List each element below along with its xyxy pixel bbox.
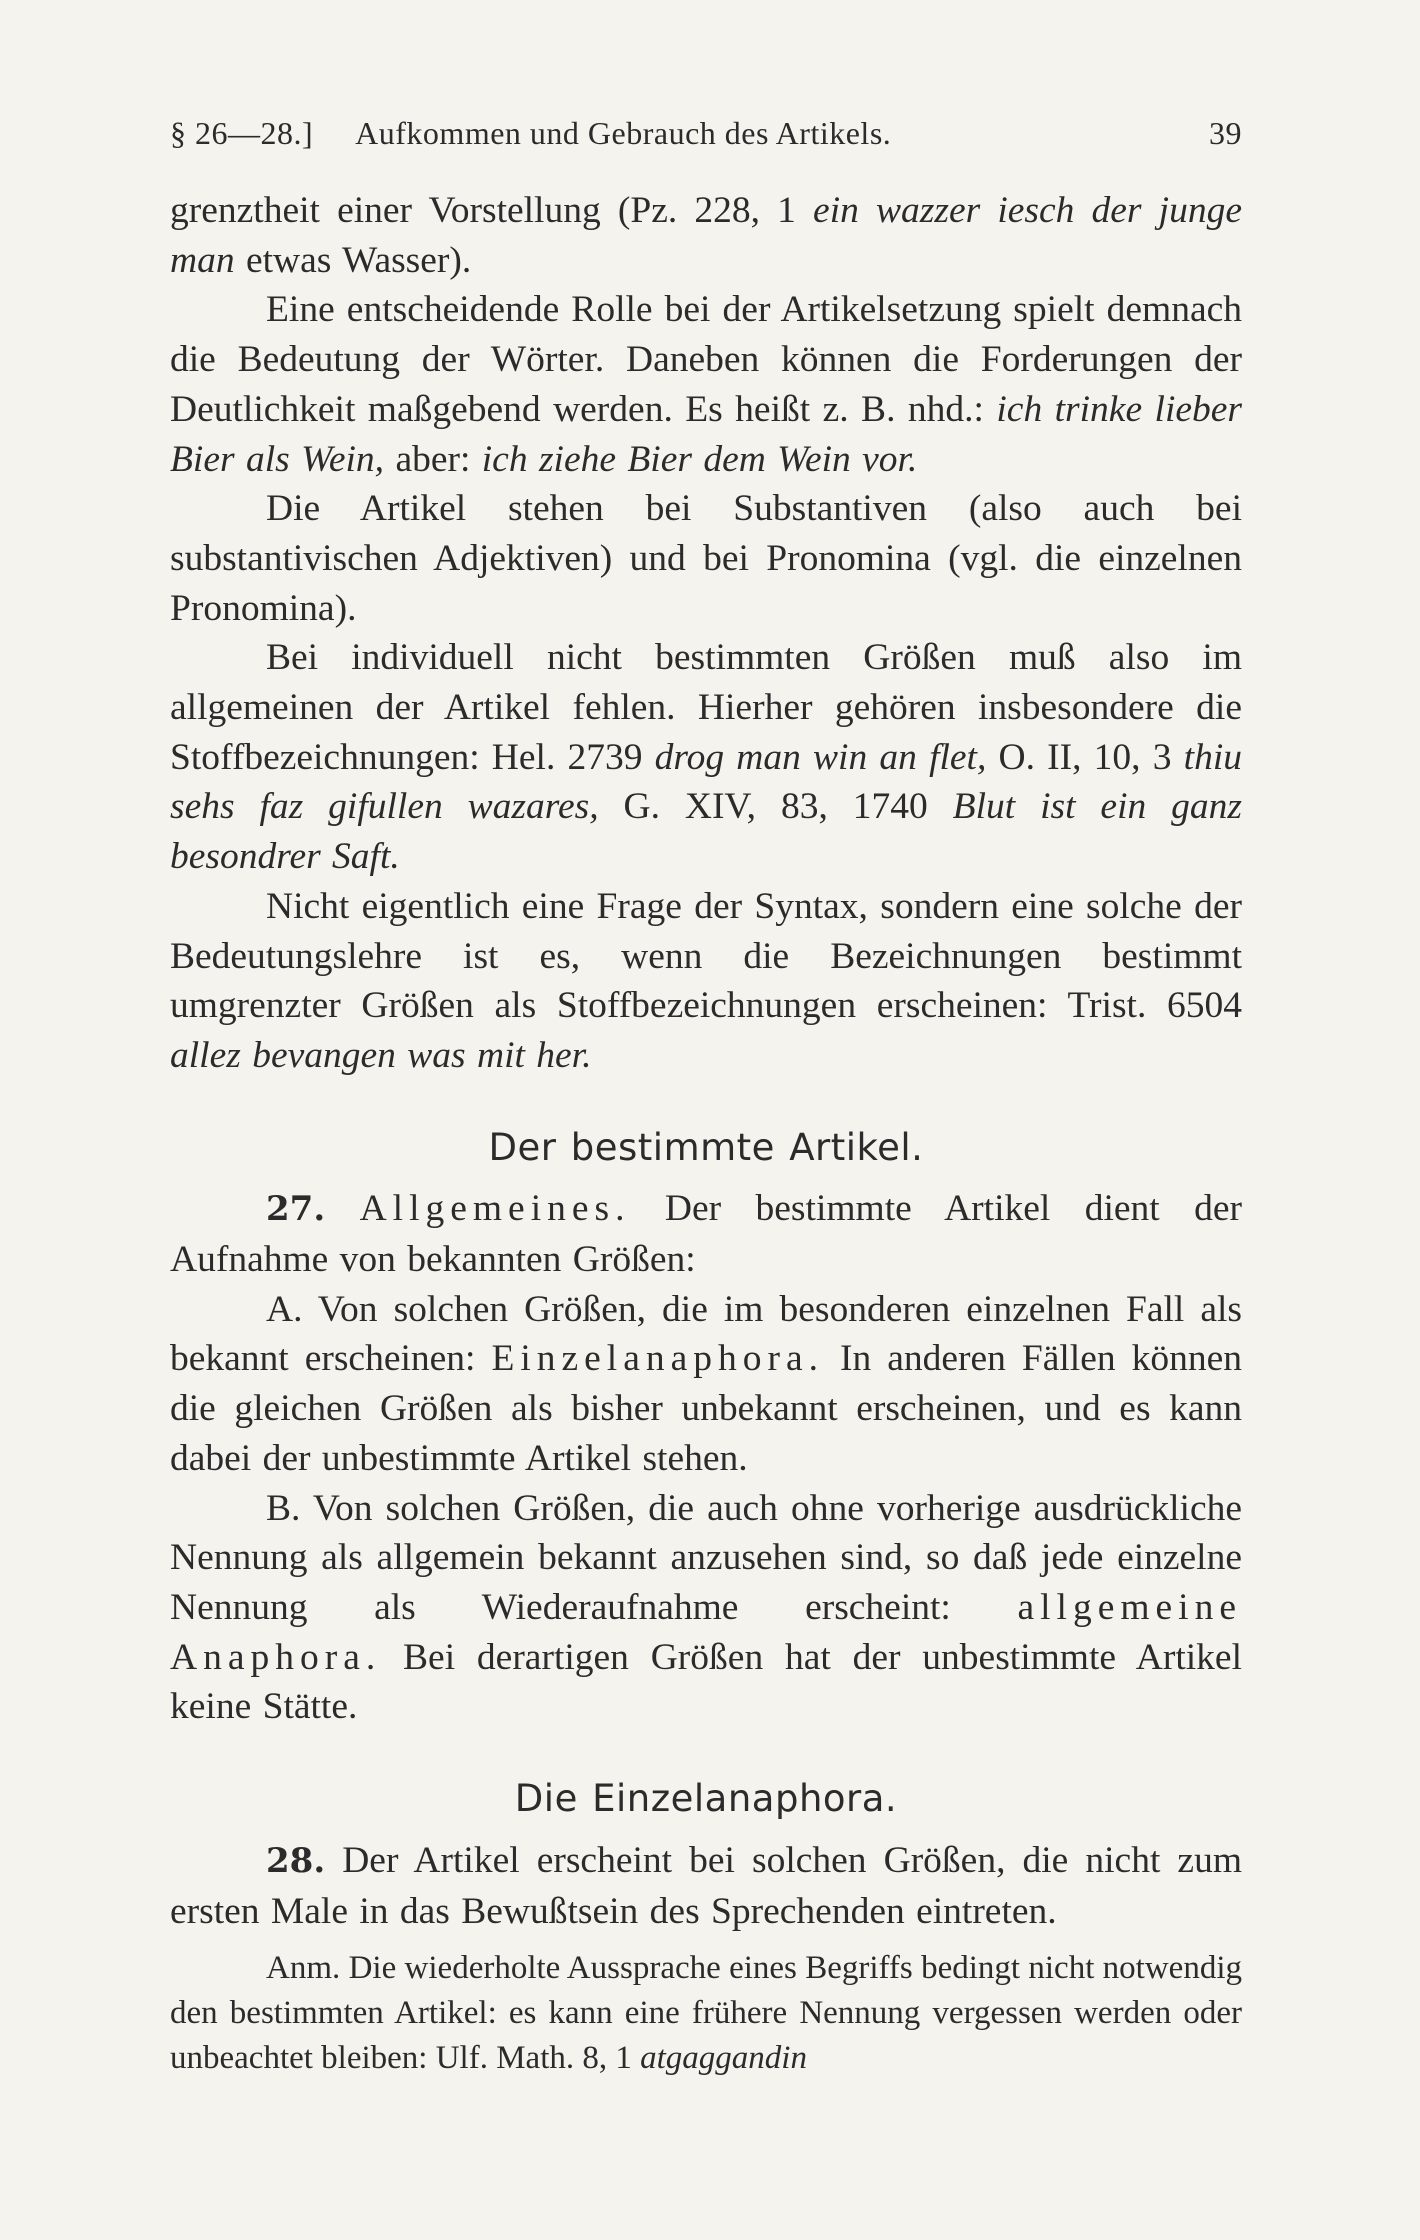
text-run: G. XIV, 83, 1740 xyxy=(598,786,953,828)
example-quote: allez bevangen was mit her. xyxy=(170,1034,592,1076)
section-number: 28. xyxy=(266,1840,326,1881)
text-run: Bei derartigen Größen hat der unbestimmte Artikel keine Stätte. xyxy=(170,1636,1242,1728)
section-heading: Die Einzelanaphora. xyxy=(514,1777,898,1821)
text-run: Eine entscheidende Rolle bei der Artikelsetzung spielt demnach die Bedeutung der Wörter. Daneben können die Forderungen der Deutlichkeit maßgebend werden. Es heißt z. B. nhd.: xyxy=(170,289,1242,430)
paragraph xyxy=(170,1484,1242,1733)
text-run: grenztheit einer Vorstellung (Pz. 228, 1 xyxy=(170,190,814,231)
paragraph-continued xyxy=(170,186,1242,285)
section-number: 27. xyxy=(266,1189,326,1230)
chapter-title: Aufkommen und Gebrauch des Artikels. xyxy=(355,115,892,151)
text-run: Der bestimmte Artikel dient der Aufnahme von bekannten Größen: xyxy=(170,1188,1243,1281)
page-content xyxy=(170,115,1242,2081)
text-run: Der Artikel erscheint bei solchen Größen, die nicht zum ersten Male in das Bewußtsein des Sprechenden eintreten. xyxy=(170,1839,1242,1932)
paragraph xyxy=(170,285,1242,484)
example-quote: ich ziehe Bier dem Wein vor. xyxy=(481,438,918,480)
text-run: O. II, 10, 3 xyxy=(986,736,1184,778)
running-head-left xyxy=(170,115,891,152)
text-run: In anderen Fällen können die gleichen Größen als bisher unbekannt erscheinen, und es kann dabei der unbestimmte Artikel stehen. xyxy=(170,1338,1242,1479)
section-heading: Der bestimmte Artikel. xyxy=(488,1125,924,1169)
text-run: Anm. Die wiederholte Aussprache eines Begriffs bedingt nicht notwendig den bestimmten Artikel: es kann eine frühere Nennung vergessen werden oder unbeachtet bleiben: Ulf. Math. 8, 1 xyxy=(170,1950,1242,2077)
text-run: Nicht eigentlich eine Frage der Syntax, sondern eine solche der Bedeutungslehre ist es, wenn die Bezeichnungen bestimmt umgrenzter Größen als Stoffbezeichnungen erscheinen: Trist. 6504 xyxy=(170,885,1242,1027)
example-quote: Blut ist ein ganz besondrer Saft. xyxy=(170,786,1242,878)
text-run: aber: xyxy=(384,438,482,480)
text-run: B. Von solchen Größen, die auch ohne vorherige ausdrückliche Nennung als allgemein bekannt anzusehen sind, so daß jede einzelne Nennung als Wiederaufnahme erscheint: xyxy=(170,1487,1242,1628)
text-run: Bei individuell nicht bestimmten Größen muß also im allgemeinen der Artikel fehlen. Hierher gehören insbesondere die Stoffbezeichnungen: Hel. 2739 xyxy=(170,637,1242,778)
spaced-term: Einzelanaphora. xyxy=(491,1338,825,1380)
running-head xyxy=(170,115,1242,152)
text-run: A. Von solchen Größen, die im besonderen einzelnen Fall als bekannt erscheinen: xyxy=(170,1288,1242,1380)
example-quote: ein wazzer iesch der junge man xyxy=(170,190,1242,281)
page-number: 39 xyxy=(1209,115,1242,151)
spaced-term: allgemeine Anaphora. xyxy=(170,1586,1242,1678)
text-run: etwas Wasser). xyxy=(234,239,472,281)
paragraph xyxy=(170,633,1242,882)
note-paragraph xyxy=(170,1946,1242,2081)
example-quote: drog man win an flet, xyxy=(654,736,987,778)
section-title: Allgemeines. xyxy=(359,1188,631,1230)
example-quote: atgaggandin xyxy=(640,2040,807,2077)
paragraph xyxy=(170,882,1242,1081)
paragraph xyxy=(170,1285,1242,1484)
footnote xyxy=(170,1946,1242,2081)
paragraph: Die Artikel stehen bei Substantiven (also auch bei substantivischen Adjektiven) und bei Pronomina (vgl. die einzelnen Pronomina). xyxy=(170,488,1242,629)
section-range: § 26—28.] xyxy=(170,115,314,151)
example-quote: ich trinke lieber Bier als Wein, xyxy=(170,388,1242,480)
paragraph xyxy=(170,1836,1242,1936)
example-quote: thiu sehs faz gifullen wazares, xyxy=(170,736,1242,828)
paragraph xyxy=(170,1184,1242,1284)
body-text xyxy=(170,186,1242,1936)
